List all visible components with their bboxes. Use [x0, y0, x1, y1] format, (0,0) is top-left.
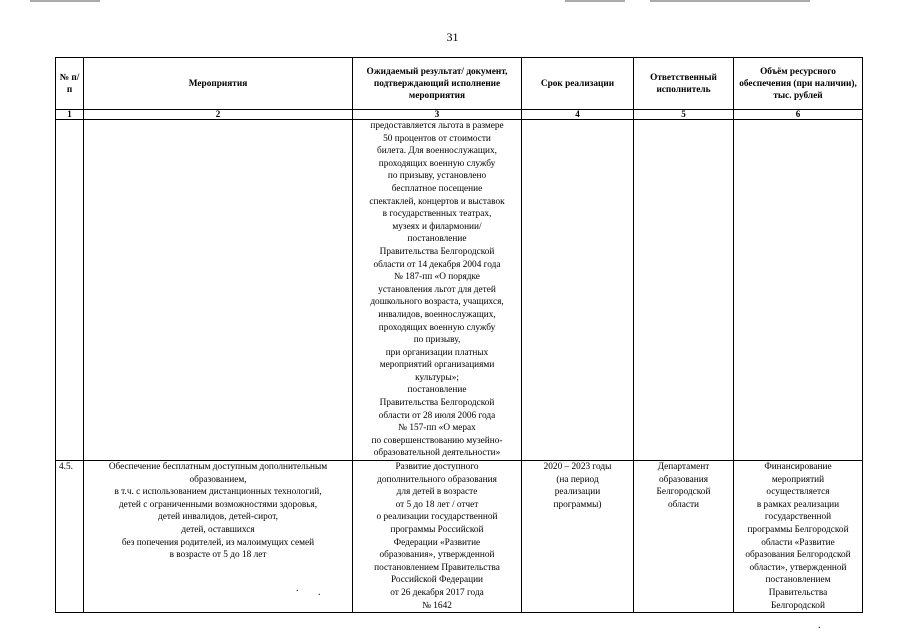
cell-text-line: мероприятий — [771, 474, 825, 485]
column-number: 3 — [353, 110, 522, 120]
header-number: № п/п — [56, 58, 84, 110]
scan-edge-mark — [30, 0, 100, 2]
cell-text-line: Развитие доступного — [395, 462, 479, 473]
cell-text-line: реализации — [554, 487, 601, 498]
executor-cell — [634, 120, 734, 461]
cell-text-line: 50 процентов от стоимости — [383, 133, 491, 144]
column-number: 1 — [56, 110, 84, 120]
header-expected-result: Ожидаемый результат/ документ, подтверждающий исполнение мероприятия — [353, 58, 522, 110]
period-cell — [522, 120, 634, 461]
cell-text-line: образования — [658, 474, 709, 485]
header-period: Срок реализации — [522, 58, 634, 110]
table-row-4-5 — [56, 461, 863, 613]
cell-text-line: образованием, — [189, 474, 247, 485]
cell-text-line: проходящих военную службу — [378, 322, 496, 333]
scan-speck: . — [318, 587, 321, 598]
cell-text-line: осуществляется — [766, 487, 830, 498]
cell-text-line: дошкольного возраста, учащихся, — [370, 297, 504, 308]
cell-text-line: дополнительного образования — [377, 474, 497, 485]
cell-text-line: Федерации «Развитие — [393, 537, 481, 548]
cell-text-line: образовательной деятельности» — [373, 448, 501, 459]
cell-text-line: образования», утвержденной — [379, 550, 495, 561]
page-number: 31 — [446, 30, 459, 44]
cell-text-line: для детей в возрасте — [396, 487, 478, 498]
header-resources: Объём ресурсного обеспечения (при наличии), тыс. рублей — [734, 58, 863, 110]
cell-text-line: установления льгот для детей — [378, 284, 496, 295]
cell-text-line: бесплатное посещение — [391, 183, 483, 194]
cell-text-line: постановлением — [765, 575, 831, 586]
cell-text-line: Обеспечение бесплатным доступным дополнительным — [108, 462, 328, 473]
cell-text-line: по совершенствованию музейно- — [371, 435, 503, 446]
cell-text-line: государственной — [764, 512, 832, 523]
cell-text-line: проходящих военную службу — [378, 158, 496, 169]
column-number: 2 — [84, 110, 353, 120]
cell-text-line: Российской Федерации — [390, 575, 484, 586]
cell-text-line: области — [667, 499, 700, 510]
period-cell — [522, 461, 634, 613]
table-row-continuation — [56, 120, 863, 461]
cell-text-line: в возрасте от 5 до 18 лет — [169, 550, 267, 561]
result-cell — [353, 120, 522, 461]
cell-text-line: № 187-пп «О порядке — [394, 272, 480, 283]
cell-text-line: № 1642 — [422, 600, 452, 611]
cell-text-line: без попечения родителей, из малоимущих семей — [121, 537, 315, 548]
resources-cell — [734, 120, 863, 461]
cell-text-line: 2020 – 2023 годы — [543, 462, 612, 473]
cell-text-line: от 26 декабря 2017 года — [390, 587, 484, 598]
scan-edge-mark — [650, 0, 810, 2]
cell-text-line: Правительства — [768, 587, 828, 598]
cell-text-line: образования Белгородской — [745, 550, 851, 561]
cell-text-line: по призыву, установлено — [387, 171, 487, 182]
cell-text-line: в рамках реализации — [756, 499, 840, 510]
row-number-cell — [56, 120, 84, 461]
result-cell — [353, 461, 522, 613]
cell-text-line: программы) — [553, 499, 602, 510]
cell-text-line: детей, оставшихся — [181, 525, 255, 535]
cell-text-line: от 5 до 18 лет / отчет — [395, 499, 479, 510]
cell-text-line: культуры»; — [415, 372, 459, 383]
cell-text-line: Правительства Белгородской — [379, 398, 495, 409]
cell-text-line: инвалидов, военнослужащих, — [378, 309, 496, 320]
cell-text-line: программы Российской — [390, 525, 484, 535]
activity-cell — [84, 120, 353, 461]
cell-text-line: области «Развитие — [761, 537, 835, 548]
cell-text-line: Департамент — [657, 462, 710, 473]
cell-text-line: спектаклей, концертов и выставок — [369, 196, 505, 207]
activities-table — [55, 57, 863, 613]
cell-text-line: постановление — [407, 385, 467, 396]
cell-text-line: программы Белгородской — [747, 525, 849, 535]
header-executor: Ответственный исполнитель — [634, 58, 734, 110]
cell-text-line: мероприятий организациями — [379, 360, 495, 371]
cell-text-line: при организации платных — [385, 347, 489, 358]
cell-text-line: Белгородской — [771, 600, 825, 611]
cell-text-line: (на период — [556, 474, 599, 485]
cell-text-line: постановление — [407, 234, 467, 245]
resources-cell — [734, 461, 863, 613]
table-header-row — [56, 58, 863, 110]
cell-text-line: Белгородской — [656, 487, 711, 498]
cell-text-line: области от 14 декабря 2004 года — [373, 259, 501, 270]
cell-text-line: области», утвержденной — [749, 562, 847, 573]
row-number-cell: 4.5. — [56, 461, 84, 613]
column-number: 6 — [734, 110, 863, 120]
cell-text-line: детей инвалидов, детей-сирот, — [158, 512, 278, 523]
cell-text-line: музеях и филармонии/ — [392, 221, 482, 232]
scan-speck: . — [296, 583, 299, 594]
scan-speck: . — [818, 620, 821, 631]
column-number: 4 — [522, 110, 634, 120]
column-number: 5 — [634, 110, 734, 120]
cell-text-line: Правительства Белгородской — [379, 246, 495, 257]
cell-text-line: № 157-пп «О мерах — [398, 423, 476, 434]
cell-text-line: детей с ограниченными возможностями здоровья, — [118, 499, 318, 510]
cell-text-line: билета. Для военнослужащих, — [377, 146, 497, 157]
cell-text-line: в государственных театрах, — [382, 209, 492, 220]
cell-text-line: в т.ч. с использованием дистанционных технологий, — [114, 487, 322, 498]
cell-text-line: предоставляется льгота в размере — [370, 121, 504, 131]
column-number-row — [56, 110, 863, 120]
cell-text-line: области от 28 июля 2006 года — [378, 410, 496, 421]
executor-cell — [634, 461, 734, 613]
cell-text-line: Финансирование — [764, 462, 832, 473]
cell-text-line: о реализации государственной — [376, 512, 498, 523]
scan-edge-mark — [565, 0, 625, 2]
header-activities: Мероприятия — [84, 58, 353, 110]
cell-text-line: постановлением Правительства — [374, 562, 500, 573]
cell-text-line: по призыву, — [413, 335, 461, 346]
activity-cell — [84, 461, 353, 613]
